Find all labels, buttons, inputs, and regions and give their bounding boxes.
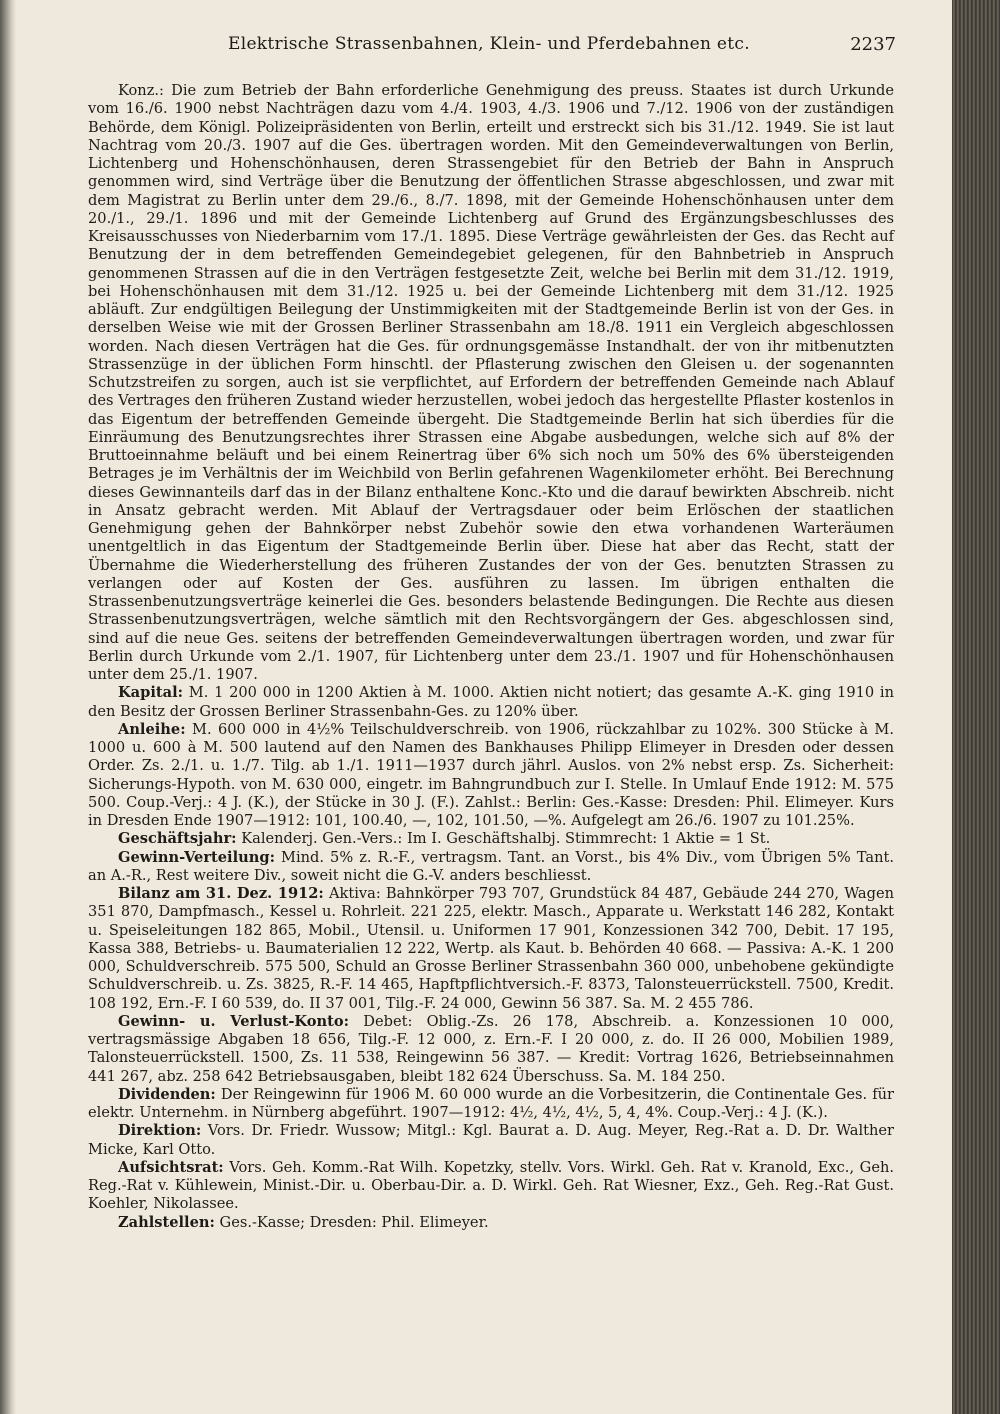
paragraph-label: Zahlstellen:	[118, 1213, 215, 1231]
capital-paragraph	[88, 684, 894, 721]
paragraph-label: Gewinn-Verteilung:	[118, 848, 275, 866]
paragraph-text: Mind. 5% z. R.-F., vertragsm. Tant. an Vorst., bis 4% Div., vom Übrigen 5% Tant. an A.-R., Rest weitere Div., soweit nicht die G.-V. anders beschliesst.	[88, 848, 895, 884]
balance-sheet-paragraph	[88, 885, 894, 1013]
paragraph-text: Der Reingewinn für 1906 M. 60 000 wurde an die Vorbesitzerin, die Continentale Ges. für elektr. Unternehm. in Nürnberg abgeführt. 1907—1912: 4½, 4½, 4½, 5, 4, 4%. Coup.-Verj.: 4 J. (K.).	[88, 1085, 895, 1121]
paragraph-label: Gewinn- u. Verlust-Konto:	[118, 1012, 349, 1030]
paragraph-label: Geschäftsjahr:	[118, 830, 237, 848]
paragraph-text: Aktiva: Bahnkörper 793 707, Grundstück 84 487, Gebäude 244 270, Wagen 351 870, Dampfmasch., Kessel u. Rohrleit. 221 225, elektr. Masch., Apparate u. Werkstatt 146 282, Kontakt u. Speiseleitungen 182 865, Mobil., Utensil. u. Uniformen 17 901, Konzessionen 342 700, Debit. 17 195, Kassa 388, Betriebs- u. Baumaterialien 12 222, Wertp. als Kaut. b. Behörden 40 668. — Passiva: A.-K. 1 200 000, Schuldverschreib. 575 500, Schuld an Grosse Berliner Strassenbahn 360 000, unbehobene gekündigte Schuldverschreib. u. Zs. 3825, R.-F. 14 465, Hapftpflichtversich.-F. 8373, Talonsteuerrückstell. 7500, Kredit. 108 192, Ern.-F. I 60 539, do. II 37 001, Tilg.-F. 24 000, Gewinn 56 387. Sa. M. 2 455 786.	[88, 885, 895, 1012]
dividends-paragraph	[88, 1086, 894, 1123]
paragraph-text: Kalenderj. Gen.-Vers.: Im I. Geschäftshalbj. Stimmrecht: 1 Aktie = 1 St.	[241, 830, 771, 848]
paying-agents-paragraph	[88, 1214, 894, 1232]
paragraph-text: Ges.-Kasse; Dresden: Phil. Elimeyer.	[219, 1213, 489, 1231]
page-gutter-shadow	[0, 0, 16, 1414]
paragraph-text: Debet: Oblig.-Zs. 26 178, Abschreib. a. Konzessionen 10 000, vertragsmässige Abgaben 18 656, Tilg.-F. 12 000, z. Ern.-F. I 20 000, z. do. II 26 000, Mobilien 1989, Talonsteuerrückstell. 1500, Zs. 11 538, Reingewinn 56 387. — Kredit: Vortrag 1626, Betriebseinnahmen 441 267, abz. 258 642 Betriebsausgaben, bleibt 182 624 Überschuss. Sa. M. 184 250.	[88, 1012, 895, 1085]
paragraph-label: Aufsichtsrat:	[118, 1158, 224, 1176]
concession-paragraph	[88, 82, 894, 684]
paragraph-text: M. 1 200 000 in 1200 Aktien à M. 1000. Aktien nicht notiert; das gesamte A.-K. ging 1910 in den Besitz der Grossen Berliner Strassenbahn-Ges. zu 120% über.	[88, 684, 894, 720]
running-title: Elektrische Strassenbahnen, Klein- und Pferdebahnen etc.	[228, 34, 750, 54]
paragraph-text: Konz.: Die zum Betrieb der Bahn erforderliche Genehmigung des preuss. Staates ist durch Urkunde vom 16./6. 1900 nebst Nachträgen dazu vom 4./4. 1903, 4./3. 1906 und 7./12. 1906 von der zuständigen Behörde, dem Königl. Polizeipräsidenten von Berlin, erteilt und erstreckt sich bis 31./12. 1949. Sie ist laut Nachtrag vom 20./3. 1907 auf die Ges. übertragen worden. Mit den Gemeindeverwaltungen von Berlin, Lichtenberg und Hohenschönhausen, deren Strassengebiet für den Betrieb der Bahn in Anspruch genommen wird, sind Verträge über die Benutzung der öffentlichen Strasse abgeschlossen, und zwar mit dem Magistrat zu Berlin unter dem 29./6., 8./7. 1898, mit der Gemeinde Hohenschönhausen unter dem 20./1., 29./1. 1896 und mit der Gemeinde Lichtenberg auf Grund des Ergänzungsbeschlusses des Kreisausschusses von Niederbarnim vom 17./1. 1895. Diese Verträge gewährleisten der Ges. das Recht auf Benutzung der in dem betreffenden Gemeindegebiet gelegenen, für den Bahnbetrieb in Anspruch genommenen Strassen auf die in den Verträgen festgesetzte Zeit, welche bei Berlin mit dem 31./12. 1919, bei Hohenschönhausen mit dem 31./12. 1925 u. bei der Gemeinde Lichtenberg mit dem 31./12. 1925 abläuft. Zur endgültigen Beilegung der Unstimmigkeiten mit der Stadtgemeinde Berlin ist von der Ges. in derselben Weise wie mit der Grossen Berliner Strassenbahn am 18./8. 1911 ein Vergleich abgeschlossen worden. Nach diesen Verträgen hat die Ges. für ordnungsgemässe Instandhalt. der von ihr mitbenutzten Strassenzüge in der üblichen Form hinschtl. der Pflasterung zwischen den Gleisen u. der sogenannten Schutzstreifen zu sorgen, auch ist sie verpflichtet, auf Erfordern der betreffenden Gemeinde nach Ablauf des Vertrages den früheren Zustand wieder herzustellen, wobei jedoch das hergestellte Pflaster kostenlos in das Eigentum der betreffenden Gemeinde übergeht. Die Stadtgemeinde Berlin hat sich überdies für die Einräumung des Benutzungsrechtes ihrer Strassen eine Abgabe ausbedungen, welche sich auf 8% der Bruttoeinnahme beläuft und bei einem Reinertrag über 6% sich noch um 50% des 6% übersteigenden Betrages je im Verhältnis der im Weichbild von Berlin gefahrenen Wagenkilometer erhöht. Bei Berechnung dieses Gewinnanteils darf das in der Bilanz enthaltene Konc.-Kto und die darauf bewirkten Abschreib. nicht in Ansatz gebracht werden. Mit Ablauf der Vertragsdauer oder beim Erlöschen der staatlichen Genehmigung gehen der Bahnkörper nebst Zubehör sowie den etwa vorhandenen Warteräumen unentgeltlich in das Eigentum der Stadtgemeinde Berlin über. Diese hat aber das Recht, statt der Übernahme die Wiederherstellung des früheren Zustandes der von der Ges. benutzten Strassen zu verlangen oder auf Kosten der Ges. ausführen zu lassen. Im übrigen enthalten die Strassenbenutzungsverträge keinerlei die Ges. besonders belastende Bedingungen. Die Rechte aus diesen Strassenbenutzungsverträgen, welche sämtlich mit den Rechtsvorgängern der Ges. abgeschlossen sind, sind auf die neue Ges. seitens der betreffenden Gemeindeverwaltungen übertragen worden, und zwar für Berlin durch Urkunde vom 2./1. 1907, für Lichtenberg unter dem 23./1. 1907 und für Hohenschönhausen unter dem 25./1. 1907.	[88, 82, 894, 683]
page-number: 2237	[850, 34, 896, 55]
loan-paragraph	[88, 721, 894, 831]
paragraph-text: Vors. Dr. Friedr. Wussow; Mitgl.: Kgl. Baurat a. D. Aug. Meyer, Reg.-Rat a. D. Dr. Walther Micke, Karl Otto.	[88, 1122, 895, 1158]
page-body	[88, 82, 894, 1232]
paragraph-label: Kapital:	[118, 684, 184, 702]
paragraph-text: M. 600 000 in 4½% Teilschuldverschreib. von 1906, rückzahlbar zu 102%. 300 Stücke à M. 1000 u. 600 à M. 500 lautend auf den Namen des Bankhauses Philipp Elimeyer in Dresden oder dessen Order. Zs. 2./1. u. 1./7. Tilg. ab 1./1. 1911—1937 durch jährl. Auslos. von 2% nebst ersp. Zs. Sicherheit: Sicherungs-Hypoth. von M. 630 000, eingetr. im Bahngrundbuch zur I. Stelle. In Umlauf Ende 1912: M. 575 500. Coup.-Verj.: 4 J. (K.), der Stücke in 30 J. (F.). Zahlst.: Berlin: Ges.-Kasse: Dresden: Phil. Elimeyer. Kurs in Dresden Ende 1907—1912: 101, 100.40, —, 102, 101.50, —%. Aufgelegt am 26./6. 1907 zu 101.25%.	[88, 720, 894, 829]
paragraph-label: Direktion:	[118, 1122, 202, 1140]
paragraph-label: Anleihe:	[118, 720, 186, 738]
paragraph-label: Bilanz am 31. Dez. 1912:	[118, 885, 324, 902]
page-header	[88, 34, 896, 60]
paragraph-label: Dividenden:	[118, 1085, 216, 1103]
management-paragraph	[88, 1122, 894, 1159]
fiscal-year-paragraph	[88, 830, 894, 848]
profit-distribution-paragraph	[88, 849, 894, 886]
paragraph-text: Vors. Geh. Komm.-Rat Wilh. Kopetzky, stellv. Vors. Wirkl. Geh. Rat v. Kranold, Exc., Geh. Reg.-Rat v. Kühlewein, Minist.-Dir. u. Oberbau-Dir. a. D. Wirkl. Geh. Rat Wiesner, Exz., Geh. Reg.-Rat Gust. Koehler, Nikolassee.	[88, 1158, 895, 1213]
supervisory-board-paragraph	[88, 1159, 894, 1214]
profit-loss-paragraph	[88, 1013, 894, 1086]
book-page-edges	[952, 0, 1000, 1414]
